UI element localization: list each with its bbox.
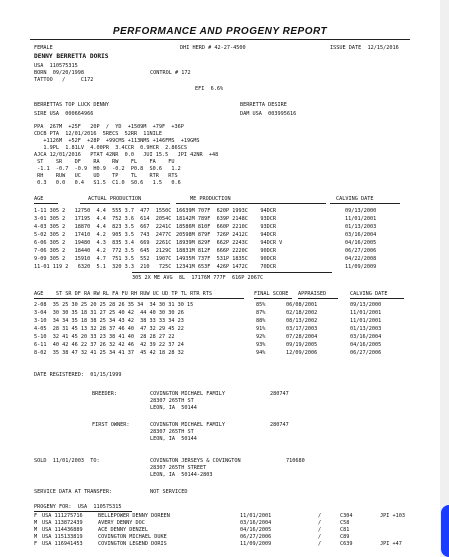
sire-name: BERRETTAS TOP LUCK DENNY	[34, 102, 109, 108]
first-owner-line: LEON, IA 50144	[150, 436, 197, 442]
progeny-slash: /	[318, 520, 322, 526]
prod-row-me: 16639M 707F 620P 1993C 94DCR	[176, 208, 276, 214]
service-value: NOT SERVICED	[150, 489, 188, 495]
appraisal-row-appraised: 08/13/2002	[286, 318, 318, 324]
title-rule	[30, 39, 410, 40]
date-registered: DATE REGISTERED: 01/15/1999	[34, 372, 122, 378]
appraisal-row-date: 11/01/2001	[350, 318, 382, 324]
appraisal-row-appraised: 02/18/2002	[286, 310, 318, 316]
prod-row: 1-11 305 2 12750 4.4 555 3.7 477 1550C	[34, 208, 172, 214]
appraisal-row-score: 93%	[256, 342, 266, 348]
appraisal-row-date: 01/13/2003	[350, 326, 382, 332]
progeny-reg: USA 115133819	[42, 534, 83, 540]
progeny-tattoo: C58	[340, 520, 350, 526]
breeder-label: BREEDER:	[92, 391, 117, 397]
first-owner-line: 28307 265TH ST	[150, 429, 194, 435]
prod-row: 9-09 305 2 15910 4.7 751 3.5 552 1907C	[34, 256, 172, 262]
appraisal-row: 6-11 40 42 46 22 37 26 32 42 46 42 39 22 37 24	[34, 342, 184, 348]
prod-row-date: 09/13/2000	[345, 208, 377, 214]
progeny-name: ACE DENNY DENZEL	[98, 527, 148, 533]
progeny-name: BELLEPOWER DENNY DOREEN	[98, 513, 170, 519]
appraisal-row-score: 88%	[256, 318, 266, 324]
prod-row: 5-02 305 2 17410 4.2 905 3.5 743 2477C	[34, 232, 172, 238]
appraisal-rule	[298, 298, 338, 299]
breeder-line: 28307 265TH ST	[150, 398, 194, 404]
prod-row-me: 18142M 789F 639P 2148C 93DCR	[176, 216, 276, 222]
genetics-line: 1.9PL 1.81LV 4.00PR 3.4CCR 0.9HCR 2.86SCS	[34, 145, 188, 151]
appraisal-rule	[34, 298, 244, 299]
prod-row-me: 18586M 810F 660P 2210C 93DCR	[176, 224, 276, 230]
progeny-tattoo: C304	[340, 513, 353, 519]
appraisal-row-date: 06/27/2006	[350, 350, 382, 356]
prod-header-actual: ACTUAL PRODUCTION	[88, 196, 142, 202]
progeny-jpi: JPI +103	[380, 513, 405, 519]
prod-row-me: 12341M 653F 426P 1472C 70DCR	[176, 264, 276, 270]
sire-reg: SIRE USA 000664966	[34, 111, 94, 117]
prod-row: 3-01 305 2 17195 4.4 752 3.6 614 2054C	[34, 216, 172, 222]
appraisal-header-calving: CALVING DATE	[350, 291, 388, 297]
sold-line: LEON, IA 50144-2803	[150, 472, 213, 478]
appraisal-row-score: 94%	[256, 350, 266, 356]
prod-row-me: 18831M 812F 666P 2220C 90DCR	[176, 248, 276, 254]
progeny-date: 11/09/2009	[240, 541, 272, 547]
prod-row: 11-01 119 2 6320 5.1 320 3.3 210 725C	[34, 264, 172, 270]
sold-line: COVINGTON JERSEYS & COVINGTON	[150, 458, 241, 464]
prod-row-me: 14935M 737F 531P 1835C 90DCR	[176, 256, 276, 262]
prod-header-age: AGE	[34, 196, 44, 202]
progeny-sex: F	[34, 541, 38, 547]
progeny-tattoo: C81	[340, 527, 350, 533]
breeder-line: COVINGTON MICHAEL FAMILY	[150, 391, 225, 397]
appraisal-header: AGE ST SR DF RA RW RL FA FU RH RUW UC UD TP TL RTR RTS	[34, 291, 213, 297]
breeder-line: LEON, IA 50144	[150, 405, 197, 411]
progeny-reg: USA 116941453	[42, 541, 83, 547]
appraisal-row-date: 04/16/2005	[350, 342, 382, 348]
service-label: SERVICE DATA AT TRANSFER:	[34, 489, 113, 495]
dam-reg: DAM USA 003995616	[240, 111, 297, 117]
appraisal-rule	[350, 298, 404, 299]
appraisal-row-appraised: 03/17/2003	[286, 326, 318, 332]
appraisal-rule	[254, 298, 292, 299]
prod-row-date: 04/22/2008	[345, 256, 377, 262]
genetics-line: AJCA 12/01/2016 PTAT 42NR 0.0 JUI 15.5 JPI 42NR +48	[34, 152, 219, 158]
appraisal-row-score: 91%	[256, 326, 266, 332]
prod-row-date: 04/16/2005	[345, 240, 377, 246]
breeder-id: 280747	[270, 391, 289, 397]
progeny-slash: /	[318, 541, 322, 547]
genetics-line: PPA 267M +25F 20P / YD +1509M +79F +36P	[34, 124, 184, 130]
prod-row-me: 20598M 879F 726P 2412C 94DCR	[176, 232, 276, 238]
appraisal-row: 3-04 30 30 35 18 31 27 25 40 42 44 40 30 30 26	[34, 310, 184, 316]
prod-row-me: 18939M 829F 662P 2243C 94DCR V	[176, 240, 283, 246]
genetics-line: ST SR DF RA RW FL FA FU	[34, 159, 175, 165]
progeny-tattoo: C639	[340, 541, 353, 547]
progeny-date: 11/01/2001	[240, 513, 272, 519]
progeny-rule	[34, 511, 132, 512]
progeny-reg: USA 113872439	[42, 520, 83, 526]
prod-row-date: 03/16/2004	[345, 232, 377, 238]
progeny-date: 04/16/2005	[240, 527, 272, 533]
progeny-name: AVERY DENNY DOC	[98, 520, 145, 526]
progeny-sex: M	[34, 527, 38, 533]
dhi-herd: DHI HERD # 42-27-4500	[180, 45, 246, 51]
prod-rule	[176, 203, 326, 204]
animal-sex: FEMALE	[34, 45, 53, 51]
sold-label: SOLD 11/01/2003 TO:	[34, 458, 100, 464]
prod-row: 4-03 305 2 18870 4.4 823 3.5 667 2241C	[34, 224, 172, 230]
appraisal-row: 3-10 34 34 35 18 38 25 34 43 42 38 33 33 34 23	[34, 318, 184, 324]
first-owner-id: 280747	[270, 422, 289, 428]
report-title: PERFORMANCE AND PROGENY REPORT	[112, 26, 328, 37]
appraisal-row-score: 85%	[256, 302, 266, 308]
prod-average: 305 2X ME AVG 8L 17176M 777F 616P 2067C	[132, 275, 264, 281]
prod-row-date: 01/13/2003	[345, 224, 377, 230]
genetics-line: 0.3 0.0 0.4 S1.5 C1.0 S0.6 1.5 0.6	[34, 180, 181, 186]
prod-rule	[330, 203, 400, 204]
avg-rule	[132, 272, 332, 273]
appraisal-row: 2-08 35 25 30 25 20 25 28 26 35 34 34 30 31 30 15	[34, 302, 194, 308]
progeny-name: COVINGTON MICHAEL DUKE	[98, 534, 167, 540]
appraisal-row-date: 03/16/2004	[350, 334, 382, 340]
appraisal-row-score: 87%	[256, 310, 266, 316]
prod-row: 7-06 305 2 18440 4.2 772 3.5 645 2129C	[34, 248, 172, 254]
appraisal-row-date: 11/01/2001	[350, 310, 382, 316]
genetics-line: +1126M +52F +28P +99CMS +113NMS +146FMS +19GMS	[34, 138, 200, 144]
appraisal-row-date: 09/13/2000	[350, 302, 382, 308]
appraisal-header-score: FINAL SCORE	[254, 291, 289, 297]
prod-row: 6-06 305 2 19480 4.3 835 3.4 669 2261C	[34, 240, 172, 246]
appraisal-row: 5-10 32 41 45 20 33 23 38 41 40 28 28 27 22	[34, 334, 175, 340]
progeny-slash: /	[318, 513, 322, 519]
progeny-date: 03/16/2004	[240, 520, 272, 526]
issue-date: ISSUE DATE 12/15/2016	[330, 45, 399, 51]
appraisal-row-appraised: 06/08/2001	[286, 302, 318, 308]
animal-born: BORN 09/20/1998	[34, 70, 84, 76]
prod-header-calving: CALVING DATE	[336, 196, 374, 202]
prod-header-me: ME PRODUCTION	[190, 196, 231, 202]
viewer-edge	[440, 0, 449, 557]
progeny-name: COVINGTON LEGEND DORIS	[98, 541, 167, 547]
animal-name: DENNY BERRETTA DORIS	[34, 53, 109, 60]
appraisal-row-appraised: 07/28/2004	[286, 334, 318, 340]
sold-id: 710680	[286, 458, 305, 464]
progeny-sex: F	[34, 513, 38, 519]
progeny-reg: USA 114436889	[42, 527, 83, 533]
control-number: CONTROL # 172	[150, 70, 191, 76]
progeny-sex: M	[34, 534, 38, 540]
genetics-line: CDCB PTA 12/01/2016 5RECS 52RR 11NILE	[34, 131, 163, 137]
progeny-header: PROGENY FOR: USA 110575315	[34, 504, 122, 510]
progeny-jpi: JPI +47	[380, 541, 402, 547]
tattoo: TATTOO / C172	[34, 77, 94, 83]
animal-reg: USA 110575315	[34, 63, 78, 69]
progeny-slash: /	[318, 527, 322, 533]
prod-rule	[80, 203, 170, 204]
genetics-line: RH RUW UC UD TP TL RTR RTS	[34, 173, 178, 179]
prod-row-date: 06/27/2006	[345, 248, 377, 254]
first-owner-line: COVINGTON MICHAEL FAMILY	[150, 422, 225, 428]
progeny-tattoo: C89	[340, 534, 350, 540]
progeny-slash: /	[318, 534, 322, 540]
appraisal-header-appraised: APPRAISED	[298, 291, 327, 297]
prod-row-date: 11/01/2001	[345, 216, 377, 222]
viewer-scroll-indicator[interactable]	[441, 505, 449, 557]
prod-row-date: 11/09/2009	[345, 264, 377, 270]
sold-line: 28307 265TH STREET	[150, 465, 207, 471]
appraisal-row-appraised: 09/19/2005	[286, 342, 318, 348]
progeny-reg: USA 111275716	[42, 513, 83, 519]
genetics-line: -1.1 -0.7 -0.9 H0.9 -0.2 P0.8 S0.6 1.2	[34, 166, 181, 172]
appraisal-row-score: 92%	[256, 334, 266, 340]
dam-name: BERRETTA DESIRE	[240, 102, 287, 108]
progeny-sex: M	[34, 520, 38, 526]
appraisal-row: 4-05 28 31 45 13 32 28 37 46 40 47 32 29 45 22	[34, 326, 184, 332]
appraisal-row-appraised: 12/09/2006	[286, 350, 318, 356]
efi: EFI 6.6%	[195, 86, 224, 92]
appraisal-row: 8-02 35 38 47 32 41 25 34 41 37 45 42 18 28 32	[34, 350, 184, 356]
prod-rule	[34, 203, 58, 204]
progeny-date: 06/27/2006	[240, 534, 272, 540]
first-owner-label: FIRST OWNER:	[92, 422, 130, 428]
